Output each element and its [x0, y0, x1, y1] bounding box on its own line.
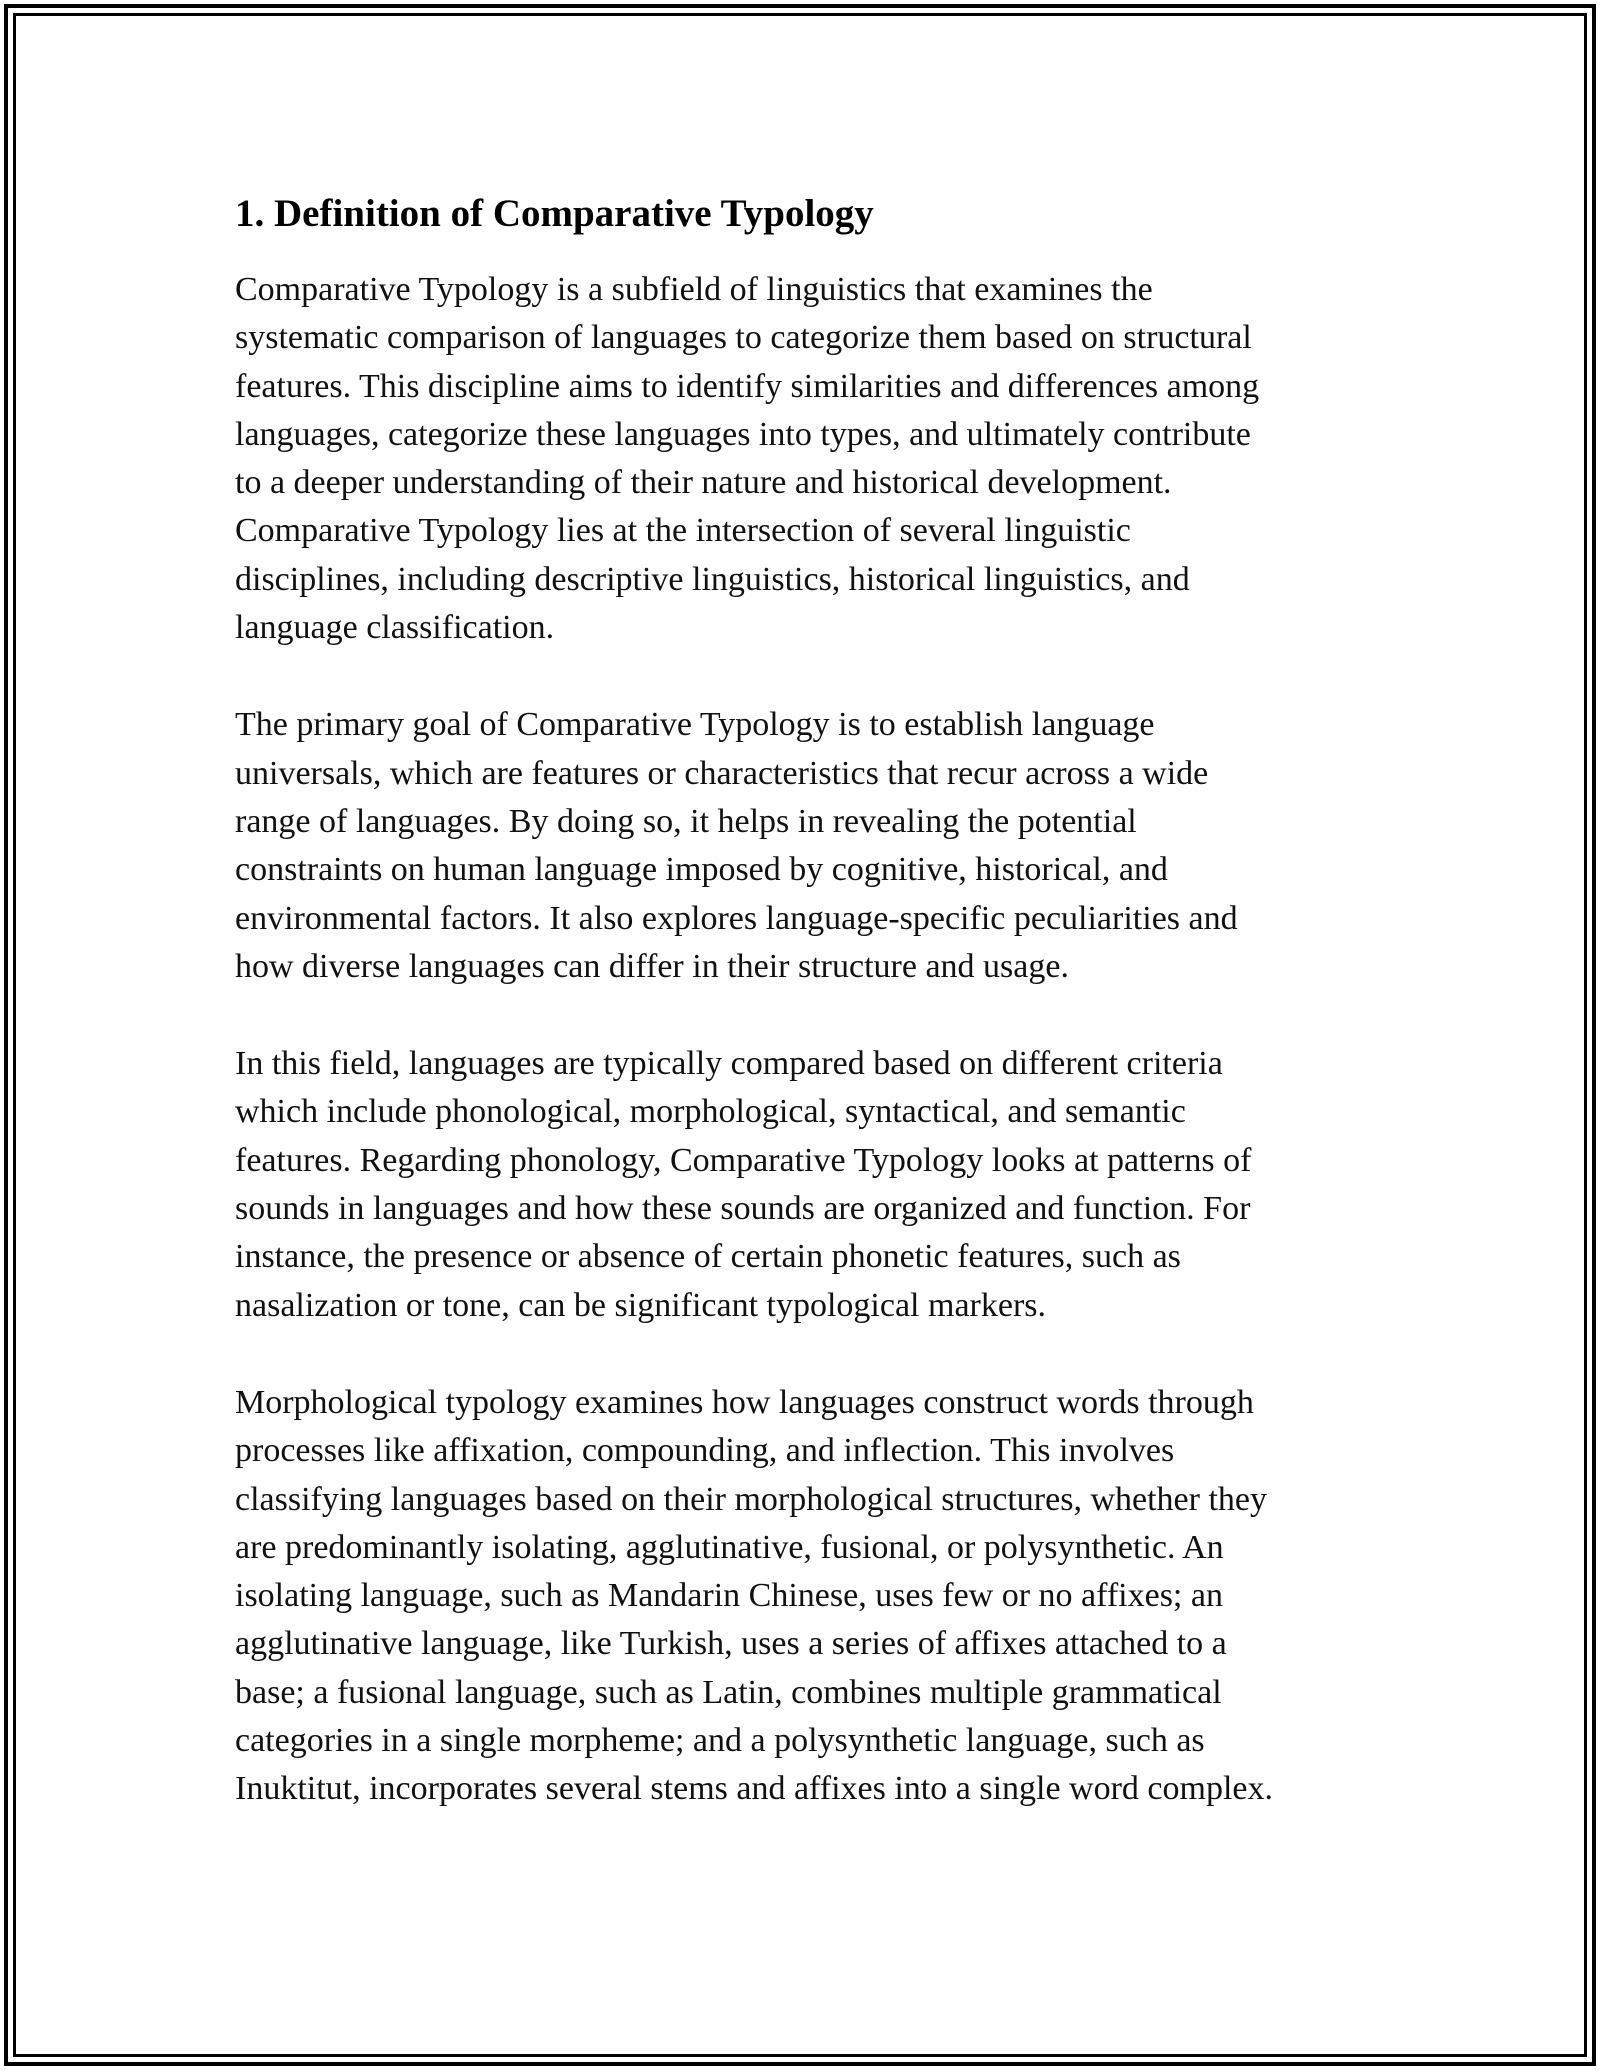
text-line: range of languages. By doing so, it helps in revealing the potential	[235, 802, 1137, 840]
text-line: The primary goal of Comparative Typology is to establish language	[235, 706, 1155, 744]
text-line: base; a fusional language, such as Latin, combines multiple grammatical	[235, 1673, 1222, 1711]
text-line: language classification.	[235, 609, 555, 647]
text-line: which include phonological, morphological, syntactical, and semantic	[235, 1093, 1186, 1131]
text-line: features. This discipline aims to identify similarities and differences among	[235, 367, 1260, 405]
text-line: instance, the presence or absence of certain phonetic features, such as	[235, 1238, 1181, 1276]
text-line: isolating language, such as Mandarin Chinese, uses few or no affixes; an	[235, 1577, 1223, 1615]
document-body	[235, 186, 1385, 1863]
text-line: to a deeper understanding of their nature and historical development.	[235, 464, 1172, 502]
text-line: Comparative Typology lies at the intersection of several linguistic	[235, 512, 1131, 550]
text-line: Comparative Typology is a subfield of linguistics that examines the	[235, 271, 1153, 308]
text-line: Inuktitut, incorporates several stems and affixes into a single word complex.	[235, 1770, 1273, 1808]
text-line: agglutinative language, like Turkish, uses a series of affixes attached to a	[235, 1625, 1227, 1663]
text-line: disciplines, including descriptive linguistics, historical linguistics, and	[235, 560, 1190, 598]
paragraph-morphological-typology	[235, 1379, 1385, 1814]
text-line: environmental factors. It also explores language-specific peculiarities and	[235, 899, 1238, 937]
paragraph-definition	[235, 266, 1385, 652]
text-line: In this field, languages are typically compared based on different criteria	[235, 1045, 1223, 1083]
text-line: Morphological typology examines how languages construct words through	[235, 1383, 1254, 1421]
text-line: processes like affixation, compounding, and inflection. This involves	[235, 1432, 1175, 1470]
text-line: classifying languages based on their morphological structures, whether they	[235, 1480, 1267, 1518]
text-line: universals, which are features or characteristics that recur across a wide	[235, 754, 1209, 792]
text-line: features. Regarding phonology, Comparative Typology looks at patterns of	[235, 1141, 1252, 1179]
paragraph-criteria	[235, 1040, 1385, 1330]
text-line: sounds in languages and how these sounds are organized and function. For	[235, 1190, 1251, 1228]
text-line: how diverse languages can differ in their structure and usage.	[235, 947, 1069, 985]
text-line: systematic comparison of languages to categorize them based on structural	[235, 319, 1252, 357]
text-line: are predominantly isolating, agglutinative, fusional, or polysynthetic. An	[235, 1528, 1224, 1566]
text-line: nasalization or tone, can be significant typological markers.	[235, 1286, 1047, 1324]
section-heading: 1. Definition of Comparative Typology	[235, 192, 874, 235]
paragraph-primary-goal	[235, 701, 1385, 991]
text-line: constraints on human language imposed by cognitive, historical, and	[235, 851, 1168, 889]
text-line: categories in a single morpheme; and a polysynthetic language, such as	[235, 1722, 1205, 1760]
text-line: languages, categorize these languages into types, and ultimately contribute	[235, 415, 1251, 453]
